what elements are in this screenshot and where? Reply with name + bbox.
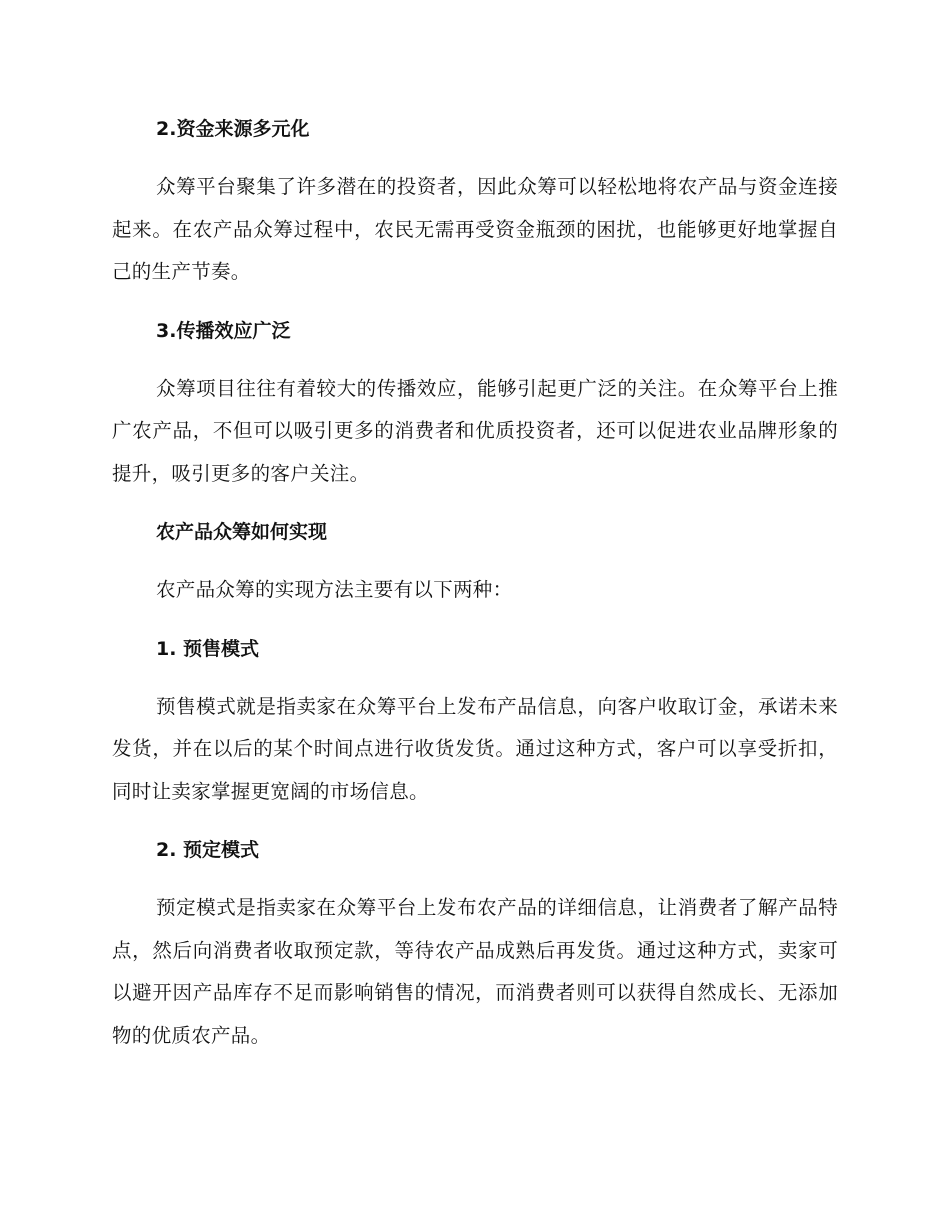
document-page bbox=[112, 108, 838, 1073]
paragraph-presale-mode: 预售模式就是指卖家在众筹平台上发布产品信息，向客户收取订金，承诺未来发货，并在以后的某个时间点进行收货发货。通过这种方式，客户可以享受折扣，同时让卖家掌握更宽阔的市场信息。 bbox=[112, 694, 838, 803]
paragraph-how-to-implement: 农产品众筹的实现方法主要有以下两种： bbox=[156, 578, 513, 601]
paragraph-reservation-mode: 预定模式是指卖家在众筹平台上发布农产品的详细信息，让消费者了解产品特点，然后向消费者收取预定款，等待农产品成熟后再发货。通过这种方式，卖家可以避开因产品库存不足而影响销售的情况，而消费者则可以获得自然成长、无添加物的优质农产品。 bbox=[112, 896, 838, 1047]
section-heading-funding-sources: 2.资金来源多元化 bbox=[156, 118, 310, 140]
paragraph-funding-sources: 众筹平台聚集了许多潜在的投资者，因此众筹可以轻松地将农产品与资金连接起来。在农产品众筹过程中，农民无需再受资金瓶颈的困扰，也能够更好地掌握自己的生产节奏。 bbox=[112, 175, 838, 283]
section-heading-presale-mode: 1. 预售模式 bbox=[156, 637, 260, 660]
section-heading-reservation-mode: 2. 预定模式 bbox=[156, 839, 260, 861]
section-heading-how-to-implement: 农产品众筹如何实现 bbox=[156, 521, 328, 543]
section-heading-spread-effect: 3.传播效应广泛 bbox=[156, 319, 291, 342]
paragraph-spread-effect: 众筹项目往往有着较大的传播效应，能够引起更广泛的关注。在众筹平台上推广农产品，不但可以吸引更多的消费者和优质投资者，还可以促进农业品牌形象的提升，吸引更多的客户关注。 bbox=[112, 376, 838, 485]
